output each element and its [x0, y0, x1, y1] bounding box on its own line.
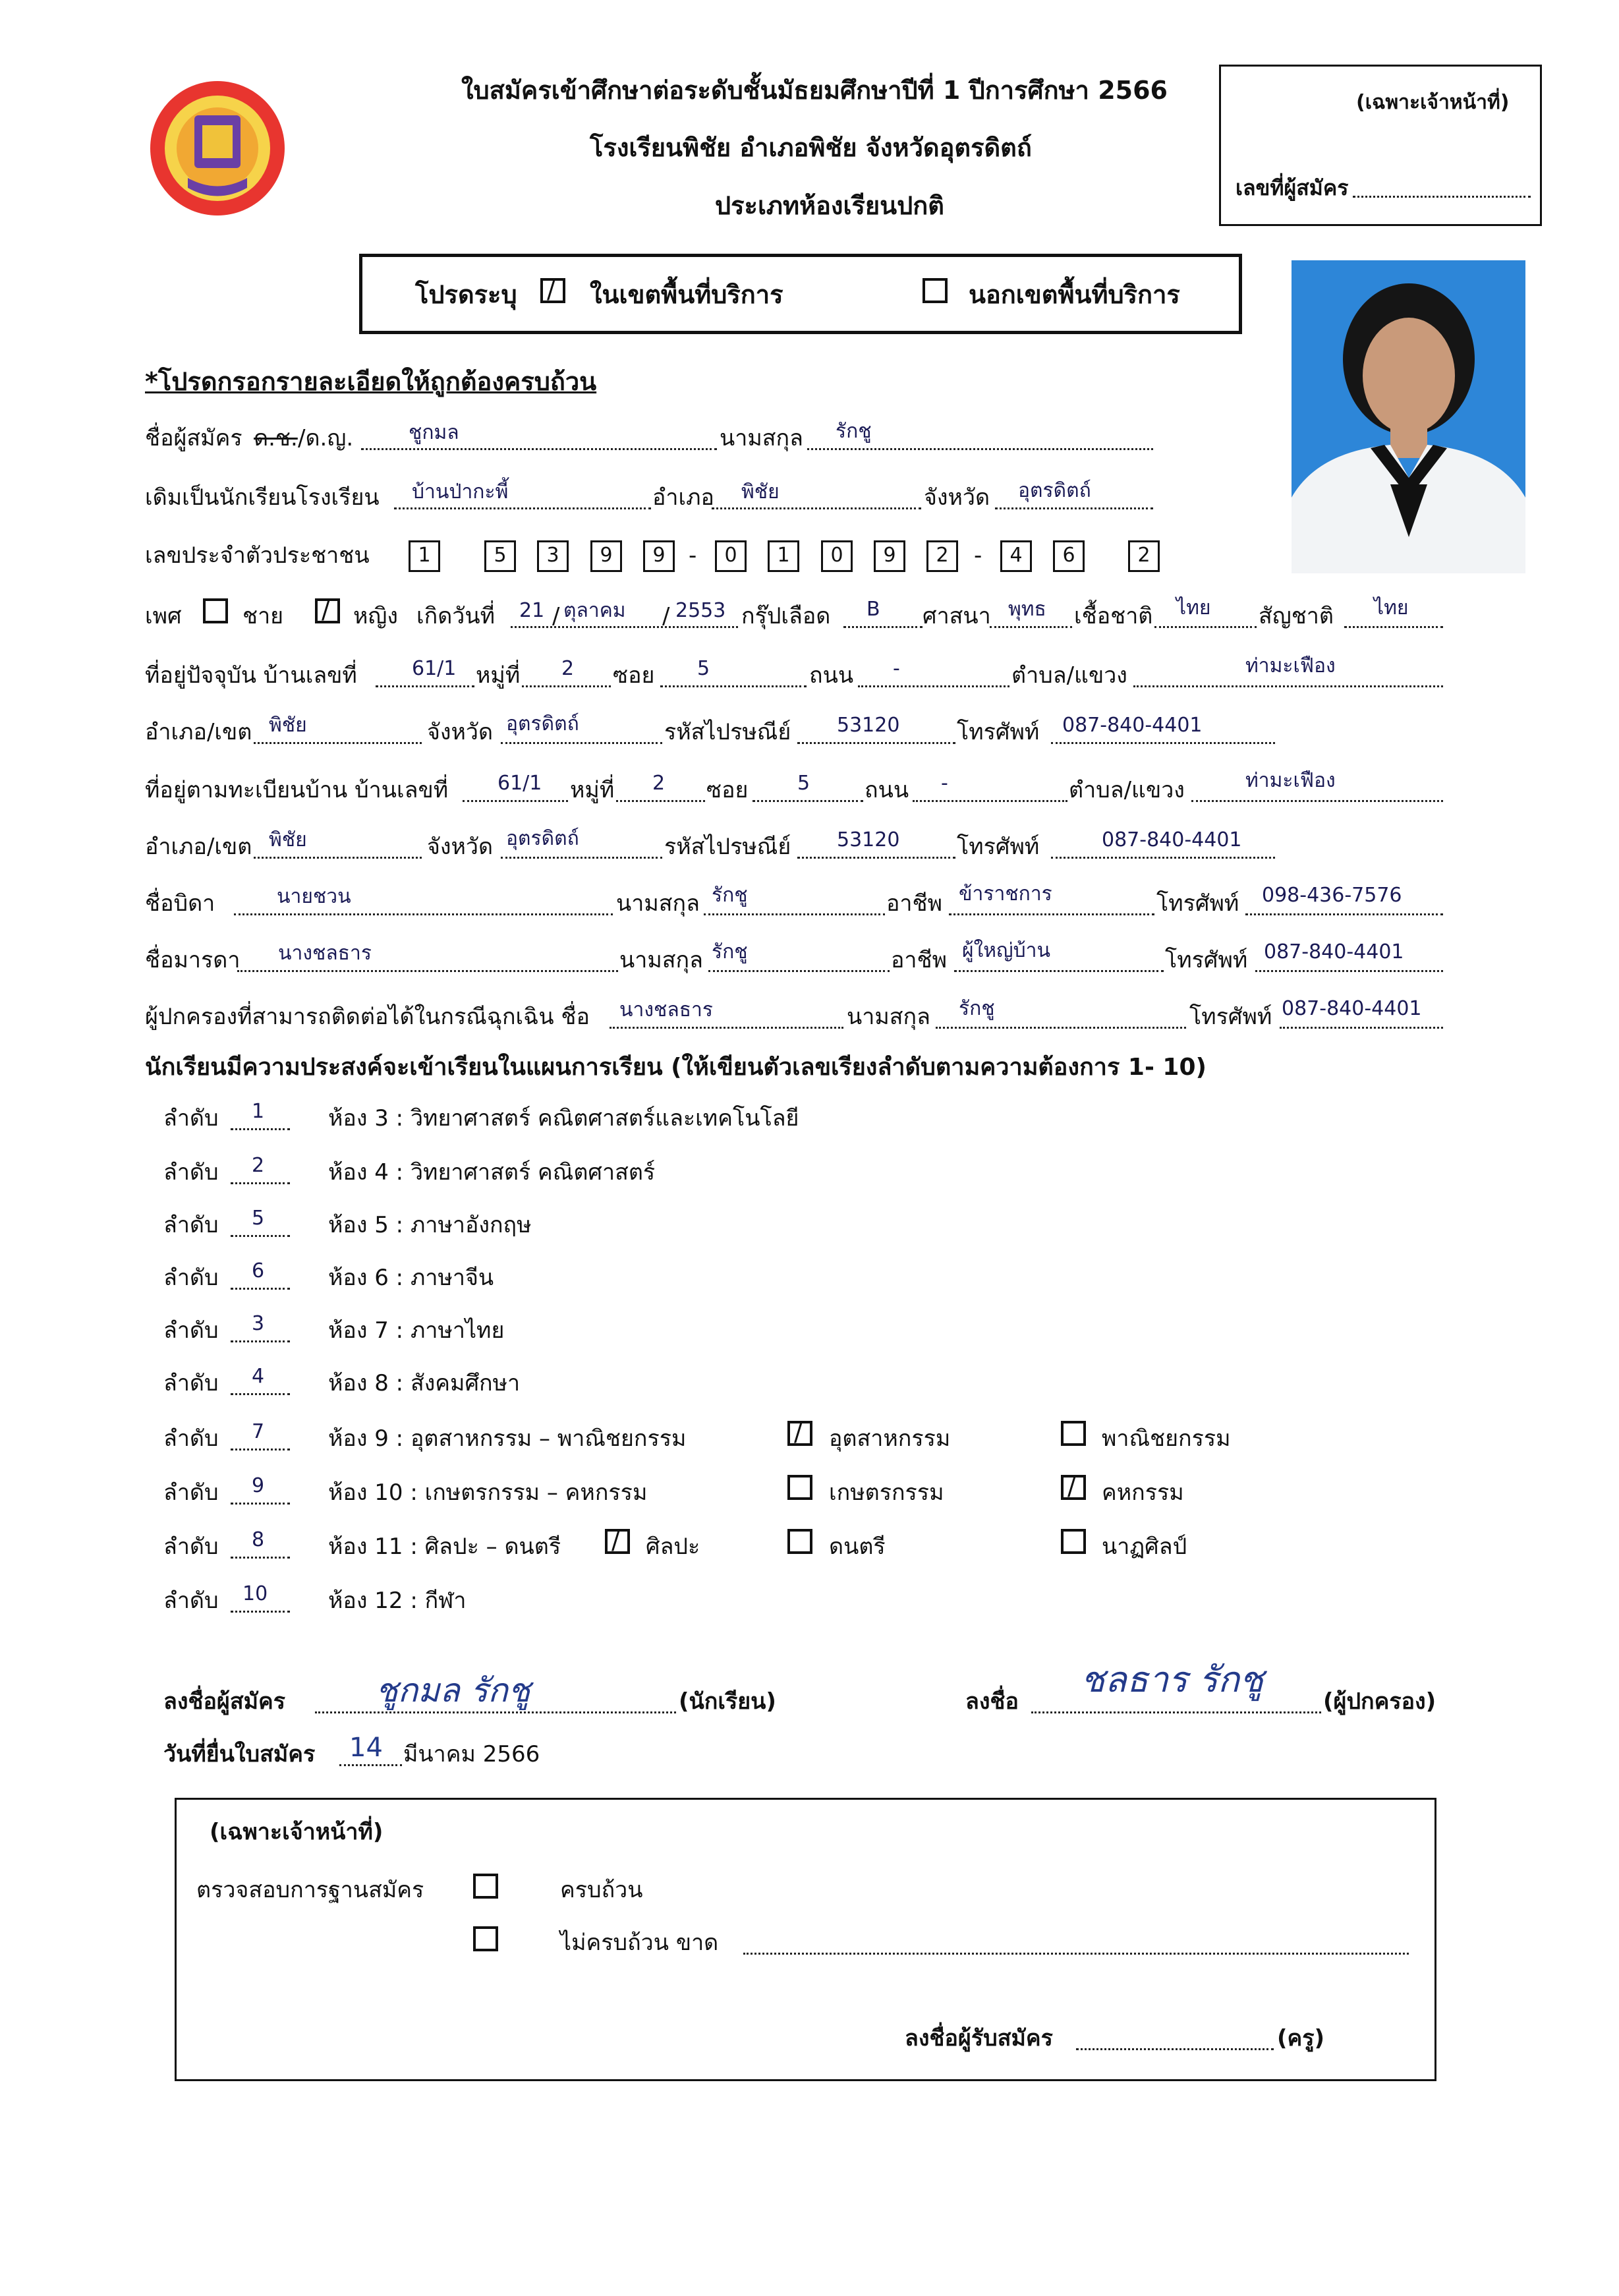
plan-room: ห้อง 4 : วิทยาศาสตร์ คณิตศาสตร์ [328, 1159, 656, 1186]
out-area-checkbox[interactable] [923, 278, 948, 303]
registered-moo-field[interactable] [616, 800, 705, 802]
id-digit[interactable]: 9 [590, 540, 622, 572]
plan-order-label: ลำดับ [163, 1534, 219, 1560]
commerce-checkbox[interactable] [1061, 1421, 1086, 1446]
officer-id-box [1219, 65, 1542, 226]
male-label: ชาย [242, 603, 284, 629]
current-moo-field[interactable] [522, 685, 611, 687]
name-field[interactable] [361, 448, 717, 450]
father-name-value: นายชวน [277, 885, 351, 908]
father-phone-value: 098-436-7576 [1262, 884, 1402, 907]
current-house-value: 61/1 [412, 657, 457, 680]
registered-province-field[interactable] [501, 857, 662, 859]
date-slash: / [662, 603, 670, 629]
registered-phone-field[interactable] [1051, 857, 1275, 859]
id-digit[interactable]: 9 [643, 540, 675, 572]
plan-rank-value: 5 [252, 1207, 265, 1230]
current-address-label: ที่อยู่ปัจจุบัน บ้านเลขที่ [145, 662, 357, 689]
registered-tambon-value: ท่ามะเฟือง [1245, 769, 1336, 792]
father-phone-field[interactable] [1245, 913, 1443, 915]
mother-surname-value: รักชู [712, 940, 748, 963]
current-soi-label: ซอย [613, 662, 655, 689]
applicant-photo [1292, 260, 1525, 573]
current-postal-field[interactable] [797, 742, 955, 744]
father-job-field[interactable] [949, 913, 1154, 915]
dance-checkbox[interactable] [1061, 1529, 1086, 1554]
registered-tambon-field[interactable] [1191, 800, 1443, 802]
id-digit[interactable]: 0 [715, 540, 747, 572]
plan-room: ห้อง 7 : ภาษาไทย [328, 1317, 505, 1344]
plan-rank-field[interactable] [231, 1393, 290, 1395]
music-label: ดนตรี [829, 1534, 886, 1560]
school-seal [148, 79, 287, 217]
applicant-number-field[interactable] [1353, 196, 1531, 198]
date-slash: / [552, 603, 560, 629]
registered-phone-label: โทรศัพท์ [957, 834, 1040, 860]
guardian-signature: ชลธาร รักชู [1081, 1659, 1264, 1700]
registered-amphoe-value: พิชัย [269, 828, 307, 851]
current-postal-value: 53120 [837, 714, 900, 737]
mother-phone-value: 087-840-4401 [1264, 940, 1404, 963]
home-economics-label: คหกรรม [1102, 1479, 1184, 1506]
current-amphoe-label: อำเภอ/เขต [145, 719, 252, 745]
religion-value: พุทธ [1008, 598, 1046, 621]
dance-label: นาฏศิลป์ [1102, 1534, 1187, 1560]
father-surname-label: นามสกุล [616, 890, 700, 917]
id-digit[interactable]: 1 [768, 540, 799, 572]
plan-rank-field[interactable] [231, 1503, 290, 1505]
id-digit[interactable]: 2 [926, 540, 958, 572]
applicant-signature: ชูกมล รักชู [376, 1671, 530, 1709]
registered-road-field[interactable] [913, 800, 1067, 802]
registered-postal-value: 53120 [837, 828, 900, 851]
mother-job-value: ผู้ใหญ่บ้าน [962, 939, 1050, 962]
current-postal-label: รหัสไปรษณีย์ [664, 719, 791, 745]
guardian-signature-label: ลงชื่อ [965, 1688, 1019, 1715]
complete-checkbox[interactable] [473, 1874, 498, 1899]
father-label: ชื่อบิดา [145, 890, 215, 917]
current-soi-field[interactable] [660, 685, 807, 687]
registered-soi-value: 5 [797, 772, 810, 795]
current-province-value: อุตรดิตถ์ [506, 712, 579, 735]
school-district-field[interactable] [712, 507, 921, 509]
school-province-label: จังหวัด [924, 484, 990, 511]
registered-house-value: 61/1 [497, 772, 542, 795]
id-digit[interactable]: 3 [537, 540, 569, 572]
school-province-field[interactable] [995, 507, 1153, 509]
submit-date-label: วันที่ยื่นใบสมัคร [163, 1741, 316, 1767]
mother-surname-field[interactable] [708, 970, 890, 972]
agriculture-label: เกษตรกรรม [829, 1479, 944, 1506]
current-soi-value: 5 [697, 657, 710, 680]
plan-room: ห้อง 3 : วิทยาศาสตร์ คณิตศาสตร์และเทคโนโลยี [328, 1105, 799, 1132]
in-area-label: ในเขตพื้นที่บริการ [590, 280, 783, 309]
registered-province-label: จังหวัด [427, 834, 494, 860]
guardian-phone-label: โทรศัพท์ [1189, 1004, 1272, 1030]
current-amphoe-value: พิชัย [269, 714, 307, 737]
id-digit[interactable]: 5 [484, 540, 516, 572]
plan-rank-value: 2 [252, 1154, 265, 1177]
sex-label: เพศ [145, 603, 182, 629]
plan-rank-value: 4 [252, 1365, 265, 1388]
guardian-name-field[interactable] [610, 1027, 843, 1029]
prefix-struck: ด.ช. [254, 425, 298, 451]
in-area-checkbox[interactable]: / [540, 278, 565, 303]
industry-checkbox[interactable]: / [787, 1421, 812, 1446]
registered-province-value: อุตรดิตถ์ [506, 827, 579, 850]
male-checkbox[interactable] [203, 598, 228, 623]
guardian-surname-value: รักชู [959, 997, 995, 1020]
school-label: เดิมเป็นนักเรียนโรงเรียน [145, 484, 380, 511]
id-digit[interactable]: 2 [1128, 540, 1160, 572]
mother-name-value: นางชลธาร [278, 942, 372, 965]
incomplete-label: ไม่ครบถ้วน ขาด [560, 1930, 719, 1956]
blood-field[interactable] [843, 626, 923, 628]
id-digit[interactable]: 0 [821, 540, 853, 572]
school-value: บ้านป่ากะพี้ [412, 480, 509, 503]
receiver-role: (ครู) [1277, 2025, 1325, 2052]
father-name-field[interactable] [234, 913, 613, 915]
female-label: หญิง [353, 603, 398, 629]
applicant-role: (นักเรียน) [679, 1688, 776, 1715]
current-tambon-field[interactable] [1133, 685, 1443, 687]
submit-date-day: 14 [349, 1733, 383, 1763]
plan-order-label: ลำดับ [163, 1212, 219, 1238]
nation-field[interactable] [1344, 626, 1443, 628]
female-checkbox[interactable]: / [315, 598, 340, 623]
plan-room: ห้อง 10 : เกษตรกรรม – คหกรรม [328, 1479, 648, 1506]
mother-surname-label: นามสกุล [619, 947, 703, 973]
plan-rank-value: 10 [242, 1582, 268, 1605]
school-name: โรงเรียนพิชัย อำเภอพิชัย จังหวัดอุตรดิตถ์ [590, 133, 1032, 162]
classroom-type: ประเภทห้องเรียนปกติ [715, 191, 944, 220]
guardian-label: ผู้ปกครองที่สามารถติดต่อได้ในกรณีฉุกเฉิน ชื่อ [145, 1004, 590, 1030]
receiver-signature-label: ลงชื่อผู้รับสมัคร [905, 2025, 1053, 2052]
current-phone-field[interactable] [1051, 742, 1275, 744]
art-label: ศิลปะ [646, 1534, 700, 1560]
registered-house-field[interactable] [463, 800, 568, 802]
birth-field[interactable] [511, 626, 738, 628]
industry-label: อุตสาหกรรม [829, 1425, 951, 1452]
current-house-field[interactable] [376, 685, 474, 687]
application-check-label: ตรวจสอบการฐานสมัคร [196, 1877, 424, 1903]
plan-rank-field[interactable] [231, 1235, 290, 1237]
plan-order-label: ลำดับ [163, 1265, 219, 1291]
id-digit[interactable]: 6 [1053, 540, 1085, 572]
mother-job-label: อาชีพ [891, 947, 947, 973]
applicant-signature-label: ลงชื่อผู้สมัคร [163, 1688, 286, 1715]
current-amphoe-field[interactable] [254, 742, 422, 744]
plan-rank-field[interactable] [231, 1449, 290, 1450]
school-district-value: พิชัย [741, 480, 780, 503]
surname-field[interactable] [807, 448, 1153, 450]
school-field[interactable] [394, 507, 651, 509]
plan-order-label: ลำดับ [163, 1425, 219, 1452]
father-surname-value: รักชู [712, 884, 748, 907]
plan-room: ห้อง 5 : ภาษาอังกฤษ [328, 1212, 532, 1238]
applicant-name-label: ชื่อผู้สมัคร [145, 425, 242, 451]
plan-rank-field[interactable] [231, 1182, 290, 1184]
plan-rank-field[interactable] [231, 1128, 290, 1130]
plan-rank-value: 7 [252, 1420, 265, 1443]
applicant-number-label: เลขที่ผู้สมัคร [1236, 175, 1349, 200]
officer-section-box [175, 1798, 1436, 2081]
service-area-prompt: โปรดระบุ [415, 280, 517, 309]
religion-label: ศาสนา [923, 603, 991, 629]
music-checkbox[interactable] [787, 1529, 812, 1554]
guardian-phone-field[interactable] [1280, 1027, 1443, 1029]
applicant-signature-field[interactable] [315, 1711, 676, 1713]
school-province-value: อุตรดิตถ์ [1018, 479, 1091, 502]
nation-label: สัญชาติ [1259, 603, 1334, 629]
submit-date-field[interactable] [339, 1764, 402, 1766]
registered-tambon-label: ตำบล/แขวง [1069, 777, 1185, 803]
father-job-value: ข้าราชการ [959, 882, 1052, 905]
agriculture-checkbox[interactable] [787, 1475, 812, 1500]
current-province-label: จังหวัด [427, 719, 494, 745]
father-phone-label: โทรศัพท์ [1156, 890, 1239, 917]
father-surname-field[interactable] [704, 913, 885, 915]
form-title: ใบสมัครเข้าศึกษาต่อระดับชั้นมัธยมศึกษาปีที่ 1 ปีการศึกษา 2566 [461, 76, 1168, 105]
registered-phone-value: 087-840-4401 [1102, 828, 1242, 851]
mother-name-field[interactable] [237, 970, 618, 972]
home-economics-checkbox[interactable]: / [1061, 1475, 1086, 1500]
registered-address-label: ที่อยู่ตามทะเบียนบ้าน บ้านเลขที่ [145, 777, 449, 803]
current-road-label: ถนน [809, 662, 854, 689]
officer-section-title: (เฉพาะเจ้าหน้าที่) [210, 1819, 383, 1845]
nation-value: ไทย [1374, 596, 1409, 619]
plan-room: ห้อง 9 : อุตสาหกรรม – พาณิชยกรรม [328, 1425, 687, 1452]
race-field[interactable] [1154, 626, 1257, 628]
registered-soi-label: ซอย [706, 777, 749, 803]
registered-postal-label: รหัสไปรษณีย์ [664, 834, 791, 860]
religion-field[interactable] [990, 626, 1072, 628]
registered-soi-field[interactable] [753, 800, 863, 802]
mother-phone-label: โทรศัพท์ [1165, 947, 1248, 973]
guardian-role: (ผู้ปกครอง) [1323, 1688, 1436, 1715]
plan-order-label: ลำดับ [163, 1479, 219, 1506]
id-separator: - [689, 542, 697, 569]
submit-date-rest: มีนาคม 2566 [403, 1741, 540, 1767]
id-digit[interactable]: 4 [1000, 540, 1032, 572]
registered-postal-field[interactable] [797, 857, 955, 859]
registered-amphoe-field[interactable] [254, 857, 422, 859]
plans-heading: นักเรียนมีความประสงค์จะเข้าเรียนในแผนการเรียน (ให้เขียนตัวเลขเรียงลำดับตามความต้องการ 1- 10) [145, 1054, 1207, 1081]
registered-road-label: ถนน [865, 777, 909, 803]
born-day: 21 [519, 599, 545, 622]
plan-room: ห้อง 6 : ภาษาจีน [328, 1265, 494, 1291]
guardian-signature-field[interactable] [1031, 1711, 1321, 1713]
plan-rank-field[interactable] [231, 1288, 290, 1290]
race-label: เชื้อชาติ [1074, 603, 1153, 629]
out-area-label: นอกเขตพื้นที่บริการ [969, 280, 1180, 309]
id-digit[interactable]: 9 [874, 540, 905, 572]
guardian-surname-field[interactable] [936, 1027, 1186, 1029]
plan-order-label: ลำดับ [163, 1370, 219, 1396]
surname-label: นามสกุล [720, 425, 803, 451]
plan-rank-value: 9 [252, 1474, 265, 1497]
plan-rank-field[interactable] [231, 1557, 290, 1559]
art-checkbox[interactable]: / [605, 1529, 630, 1554]
plan-rank-value: 8 [252, 1528, 265, 1551]
name-value: ชูกมล [409, 421, 459, 444]
receiver-signature-field[interactable] [1076, 2048, 1274, 2050]
plan-room: ห้อง 12 : กีฬา [328, 1588, 467, 1614]
plan-rank-field[interactable] [231, 1340, 290, 1342]
id-label: เลขประจำตัวประชาชน [145, 542, 370, 569]
blood-label: กรุ๊ปเลือด [741, 603, 831, 629]
current-tambon-label: ตำบล/แขวง [1011, 662, 1127, 689]
plan-rank-value: 3 [252, 1312, 265, 1335]
plan-order-label: ลำดับ [163, 1105, 219, 1132]
instruction-text: *โปรดกรอกรายละเอียดให้ถูกต้องครบถ้วน [145, 367, 597, 396]
born-label: เกิดวันที่ [416, 603, 496, 629]
current-phone-label: โทรศัพท์ [957, 719, 1040, 745]
current-road-field[interactable] [858, 685, 1009, 687]
surname-value: รักชู [836, 420, 872, 443]
id-separator: - [974, 542, 982, 569]
current-tambon-value: ท่ามะเฟือง [1245, 654, 1336, 677]
father-job-label: อาชีพ [886, 890, 942, 917]
plan-rank-value: 6 [252, 1259, 265, 1282]
blood-value: B [866, 598, 880, 621]
plan-rank-field[interactable] [231, 1611, 290, 1613]
race-value: ไทย [1176, 596, 1211, 619]
registered-moo-value: 2 [652, 772, 666, 795]
plan-order-label: ลำดับ [163, 1317, 219, 1344]
current-moo-value: 2 [561, 657, 575, 680]
prefix-rest: /ด.ญ. [298, 425, 354, 451]
current-moo-label: หมู่ที่ [476, 662, 521, 689]
complete-label: ครบถ้วน [560, 1877, 643, 1903]
missing-items-field[interactable] [743, 1953, 1409, 1955]
plan-room: ห้อง 8 : สังคมศึกษา [328, 1370, 521, 1396]
commerce-label: พาณิชยกรรม [1102, 1425, 1231, 1452]
current-phone-value: 087-840-4401 [1062, 714, 1203, 737]
plan-order-label: ลำดับ [163, 1159, 219, 1186]
current-province-field[interactable] [501, 742, 662, 744]
current-road-value: - [893, 657, 900, 680]
registered-amphoe-label: อำเภอ/เขต [145, 834, 252, 860]
school-district-label: อำเภอ [652, 484, 714, 511]
registered-road-value: - [941, 772, 948, 795]
officer-id-title: (เฉพาะเจ้าหน้าที่) [1356, 91, 1510, 114]
service-area-box [359, 254, 1242, 334]
incomplete-checkbox[interactable] [473, 1926, 498, 1951]
plan-room: ห้อง 11 : ศิลปะ – ดนตรี [328, 1534, 561, 1560]
guardian-name-value: นางชลธาร [619, 998, 714, 1021]
born-year: 2553 [675, 599, 726, 622]
registered-moo-label: หมู่ที่ [570, 777, 615, 803]
plan-order-label: ลำดับ [163, 1588, 219, 1614]
guardian-phone-value: 087-840-4401 [1282, 997, 1422, 1020]
mother-phone-field[interactable] [1255, 970, 1443, 972]
mother-job-field[interactable] [954, 970, 1164, 972]
id-digit[interactable]: 1 [409, 540, 440, 572]
plan-rank-value: 1 [252, 1100, 265, 1123]
guardian-surname-label: นามสกุล [847, 1004, 930, 1030]
mother-label: ชื่อมารดา [145, 947, 241, 973]
born-month: ตุลาคม [563, 599, 626, 622]
